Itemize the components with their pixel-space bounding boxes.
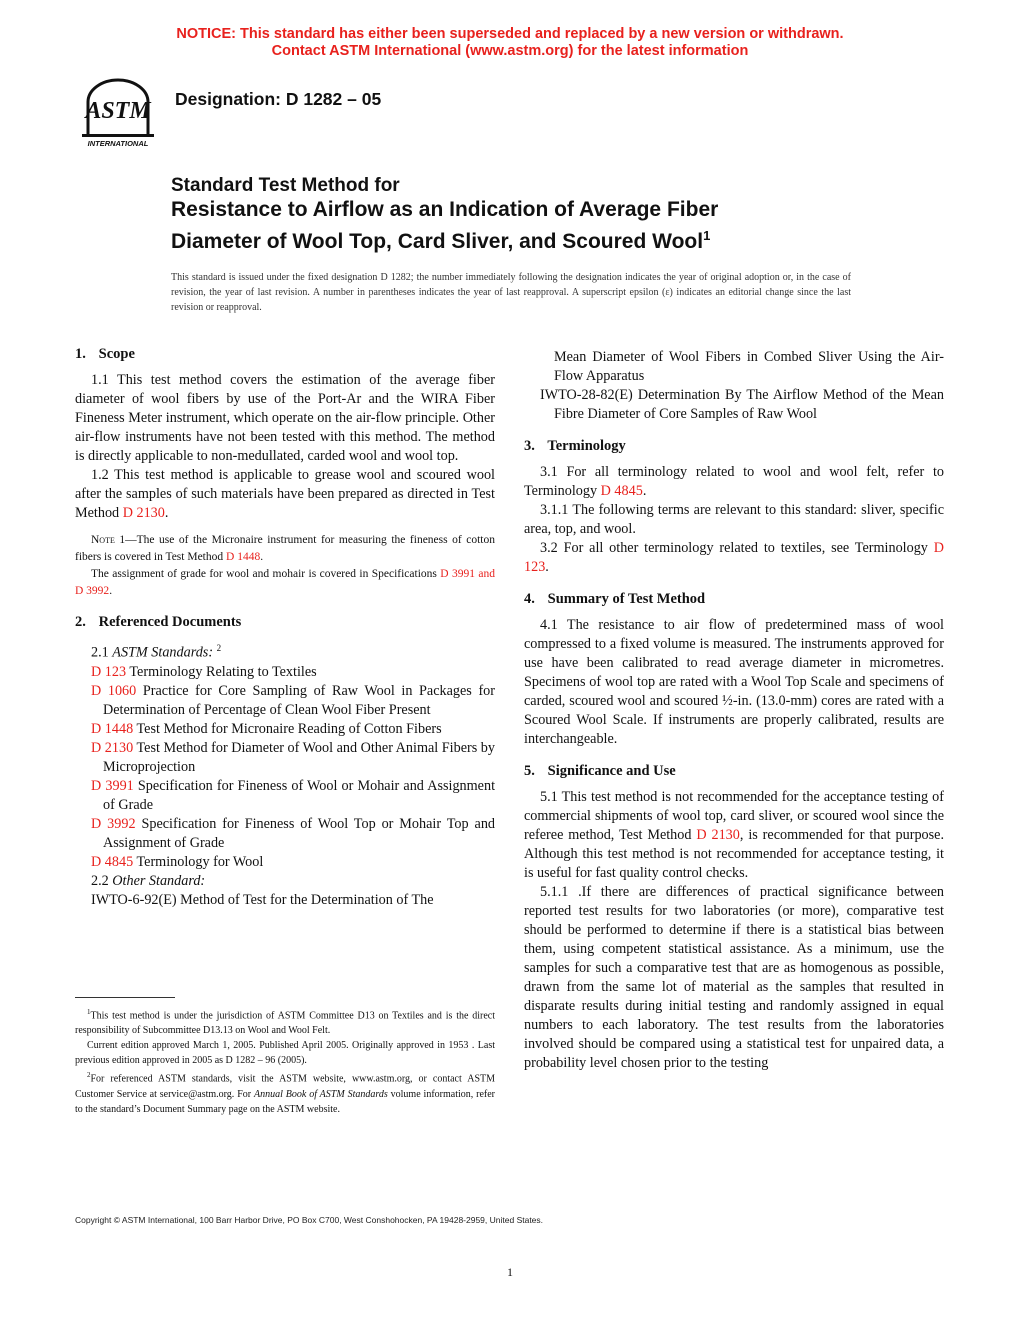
page-number: 1 xyxy=(507,1265,513,1279)
link-d123[interactable]: D 123 xyxy=(524,540,944,575)
para-5-1-1: 5.1.1 .If there are differences of practical significance between reported test results for two laboratories (or more), comparative test should be performed to determine if there is a statistical bias between them, using competent statistical assistance. As a minimum, use the samples for such a comparative test that are as homogenous as possible, drawn from the same lot of material as the samples that resulted in disparate results during initial testing and randomly assigned in equal numbers to each laboratory. The test results from the laboratories involved should be compared using a statistical test for unpaired data, a probability level chosen prior to the testing xyxy=(524,884,944,1071)
para-3-2: 3.2 For all other terminology related to textiles, see Terminology D 123. xyxy=(524,540,944,575)
link-d4845[interactable]: D 4845 xyxy=(600,483,643,499)
title-prefix: Standard Test Method for xyxy=(171,175,400,196)
copyright: Copyright © ASTM International, 100 Barr Harbor Drive, PO Box C700, West Conshohocken, PA 19428-2959, United States. xyxy=(75,1215,544,1225)
notice-line-2: Contact ASTM International (www.astm.org) for the latest information xyxy=(271,43,749,59)
notice-line-1: NOTICE: This standard has either been superseded and replaced by a new version or withdrawn. xyxy=(176,26,844,42)
title-line-1: Resistance to Airflow as an Indication of Average Fiber xyxy=(171,198,719,221)
left-column xyxy=(75,345,495,910)
title-footnote-mark: 1 xyxy=(703,228,711,243)
note-1-cont: The assignment of grade for wool and mohair is covered in Specifications D 3991 and D 3992. xyxy=(75,568,495,597)
ref-code-link[interactable]: D 1060 xyxy=(91,682,137,699)
logo-subtext: INTERNATIONAL xyxy=(87,139,149,148)
footnote-1: $^1$This test method is under the jurisdiction of ASTM Committee D13 on Textiles and is the direct responsibility of Subcommittee D13.13 on Wool and Wool Felt. xyxy=(75,1008,495,1037)
astm-logo xyxy=(74,76,162,156)
footnotes xyxy=(75,1005,495,1117)
para-5-1: 5.1 This test method is not recommended for the acceptance testing of commercial shipments of wool top, card sliver, or scoured wool since the referee method, Test Method D 2130, is recommended for that purpose. Although this test method is not recommended for acceptance testing, it is useful for fast quality control checks. xyxy=(524,789,944,881)
document-title xyxy=(171,175,871,255)
link-d2130[interactable]: D 2130 xyxy=(122,505,165,521)
ref-item: D 3992 Specification for Fineness of Wool Top or Mohair Top and Assignment of Grade xyxy=(91,815,496,851)
link-d2130-b[interactable]: D 2130 xyxy=(696,827,740,843)
section-summary-heading: 4. Summary of Test Method xyxy=(524,591,706,607)
other-ref-item-1-start: IWTO-6-92(E) Method of Test for the Determination of The xyxy=(91,891,434,908)
other-standard-heading: 2.2 Other Standard: xyxy=(91,872,206,889)
ref-item: D 4845 Terminology for Wool xyxy=(91,853,264,870)
ref-code-link[interactable]: D 1448 xyxy=(91,720,134,737)
ref-item: D 1448 Test Method for Micronaire Reading of Cotton Fibers xyxy=(91,720,442,737)
designation: Designation: D 1282 – 05 xyxy=(175,89,382,109)
section-referenced-heading: 2. Referenced Documents xyxy=(75,614,242,630)
ref-item: D 3991 Specification for Fineness of Wool or Mohair and Assignment of Grade xyxy=(91,777,496,813)
link-d3991-d3992[interactable]: D 3991 and D 3992 xyxy=(75,568,495,597)
issuance-statement: This standard is issued under the fixed designation D 1282; the number immediately following the designation indicates the year of original adoption or, in the case of revision, the year of last revision. A number in parentheses indicates the year of last reapproval. A superscript epsilon (ε) indicates an editorial change since the last revision or reapproval. xyxy=(171,272,851,313)
link-d1448[interactable]: D 1448 xyxy=(226,551,261,563)
ref-code-link[interactable]: D 3991 xyxy=(91,777,134,794)
ref-code-link[interactable]: D 4845 xyxy=(91,853,134,870)
footnote-rule xyxy=(75,997,175,998)
para-3-1-1: 3.1.1 The following terms are relevant to this standard: sliver, specific area, top, and wool. xyxy=(524,502,944,537)
other-ref-item-1-cont: Mean Diameter of Wool Fibers in Combed Sliver Using the Air-Flow Apparatus xyxy=(554,349,944,384)
section-scope-heading: 1. Scope xyxy=(75,346,135,362)
right-column xyxy=(524,348,944,1073)
footnote-1b: Current edition approved March 1, 2005. Published April 2005. Originally approved in 1953 . Last previous edition approved in 2005 as D 1282 – 96 (2005). xyxy=(75,1040,495,1067)
section-significance-heading: 5. Significance and Use xyxy=(524,763,676,779)
logo-text: ASTM xyxy=(85,98,151,124)
ref-code-link[interactable]: D 2130 xyxy=(91,739,134,756)
section-terminology-heading: 3. Terminology xyxy=(524,438,626,454)
ref-item: D 1060 Practice for Core Sampling of Raw Wool in Packages for Determination of Percentage of Clean Wool Fiber Present xyxy=(91,682,495,718)
withdrawn-notice xyxy=(0,26,1020,60)
astm-standards-heading: 2.1 ASTM Standards: $^2$ xyxy=(91,643,222,661)
referenced-list xyxy=(75,663,495,872)
para-4-1: 4.1 The resistance to air flow of predetermined mass of wool compressed to a fixed volume is measured. The instruments approved for use have been calibrated to read average diameter in micrometres. Specimens of wool top are rated with a Wool Top Scale and specimens of carded, scoured wool and scoured ½-in. (13.0-mm) cores are rated with a Scoured Wool Scale. If instruments are properly calibrated, results are interchangeable. xyxy=(524,617,944,747)
other-ref-item-2: IWTO-28-82(E) Determination By The Airflow Method of the Mean Fibre Diameter of Core Samples of Raw Wool xyxy=(540,387,944,422)
title-main xyxy=(171,197,871,255)
ref-item: D 123 Terminology Relating to Textiles xyxy=(91,663,317,680)
footnote-2: $^2$For referenced ASTM standards, visit the ASTM website, www.astm.org, or contact ASTM Customer Service at service@astm.org. For Annual Book of ASTM Standards volume information, refer to the standard’s Document Summary page on the ASTM website. xyxy=(75,1071,495,1115)
para-3-1: 3.1 For all terminology related to wool and wool felt, refer to Terminology D 4845. xyxy=(524,464,944,499)
para-1-1: 1.1 This test method covers the estimation of the average fiber diameter of wool fibers by use of the Port-Ar and the WIRA Fiber Fineness Meter instrument, which operate on the air-flow principle. Other air-flow instruments have not been tested with this method. The method is directly applicable to non-medullated, carded wool and wool top. xyxy=(75,372,495,464)
ref-code-link[interactable]: D 3992 xyxy=(91,815,136,832)
ref-item: D 2130 Test Method for Diameter of Wool and Other Animal Fibers by Microprojection xyxy=(91,739,495,775)
note-1: Note 1—The use of the Micronaire instrument for measuring the fineness of cotton fibers is covered in Test Method D 1448. xyxy=(75,534,495,563)
title-line-2: Diameter of Wool Top, Card Sliver, and Scoured Wool$^1$ xyxy=(171,228,711,253)
para-1-2: 1.2 This test method is applicable to grease wool and scoured wool after the samples of such materials have been prepared as directed in Test Method D 2130. xyxy=(75,467,495,521)
ref-code-link[interactable]: D 123 xyxy=(91,663,127,680)
